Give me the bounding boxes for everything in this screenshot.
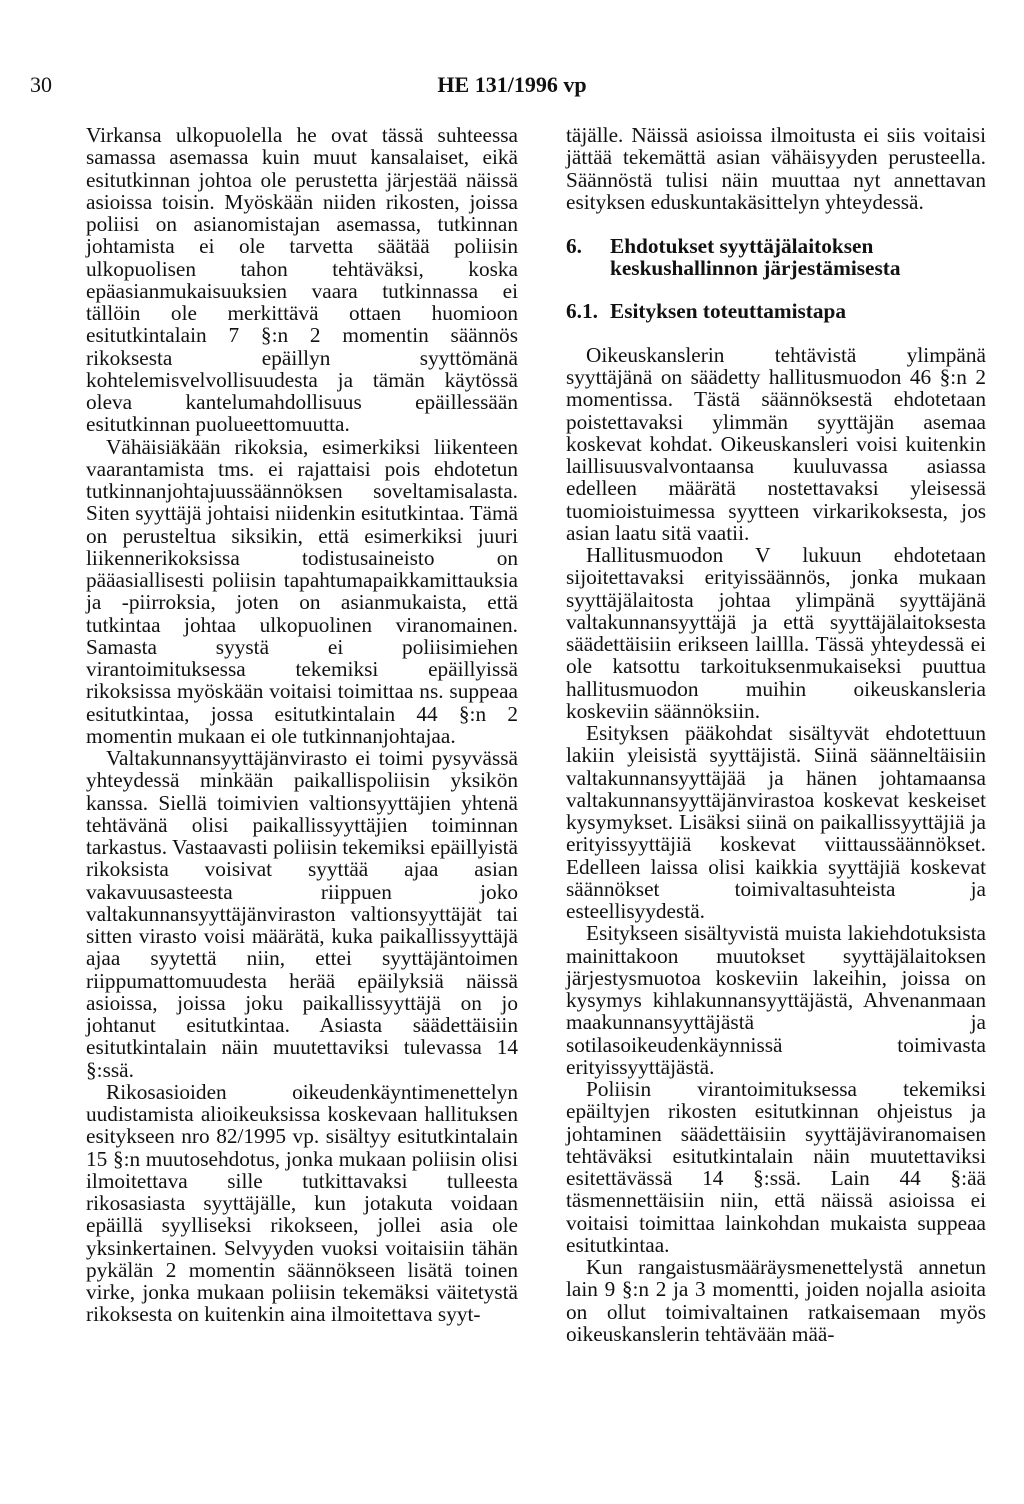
- paragraph: Esityksen pääkohdat sisältyvät ehdotettuun lakiin yleisistä syyttäjistä. Siinä säänneltäisiin valtakunnansyyttäjää ja hänen johtamaansa valtakunnansyyttäjänvirastoa koskevat keskeiset kysymykset. Lisäksi siinä on paikallissyyttäjiä ja erityissyyttäjiä koskevat viittaussäännökset. Edelleen laissa olisi kaikkia syyttäjiä koskevat säännökset toimivaltasuhteista ja esteellisyydestä.: [566, 721, 986, 923]
- paragraph: Rikosasioiden oikeudenkäyntimenettelyn uudistamista alioikeuksissa koskevaan hallituksen esitykseen nro 82/1995 vp. sisältyy esitutkintalain 15 §:n muutosehdotus, jonka mukaan poliisin olisi ilmoitettava sille tutkittavaksi tulleesta rikosasiasta syyttäjälle, kun jotakuta voidaan epäillä syylliseksi rikokseen, jollei asia ole yksinkertainen. Selvyyden vuoksi voitaisiin tähän pykälän 2 momentin säännökseen lisätä toinen virke, jonka mukaan poliisin tekemäksi väitetystä rikoksesta on kuitenkin aina ilmoitettava syyt-: [86, 1079, 518, 1327]
- subsection-heading: [566, 300, 986, 322]
- paragraph: Hallitusmuodon V lukuun ehdotetaan sijoitettavaksi erityissäännös, jonka mukaan syyttäjälaitosta johtaa ylimpänä syyttäjänä valtakunnansyyttäjä ja että syyttäjälaitoksesta säädettäisiin erikseen laillla. Tässä yhteydessä ei ole katsottu tarkoituksenmukaiseksi puuttua hallitusmuodon muihin oikeuskansleria koskeviin säännöksiin.: [566, 543, 986, 723]
- paragraph: Vähäisiäkään rikoksia, esimerkiksi liikenteen vaarantamista tms. ei rajattaisi pois ehdotetun tutkinnanjohtajuussäännöksen soveltamisalasta. Siten syyttäjä johtaisi niidenkin esitutkintaa. Tämä on perusteltua siksikin, että esimerkiksi juuri liikennerikoksissa todistusaineisto on pääasiallisesti poliisin tapahtumapaikkamittauksia ja -piirroksia, joten on asianmukaista, että tutkintaa johtaa ulkopuolinen viranomainen. Samasta syystä ei poliisimiehen virantoimituksessa tekemiksi epäillyissä rikoksissa myöskään voitaisi toimittaa ns. suppeaa esitutkintaa, jossa esitutkintalain 44 §:n 2 momentin mukaan ei ole tutkinnanjohtajaa.: [86, 434, 518, 748]
- paragraph: Valtakunnansyyttäjänvirasto ei toimi pysyvässä yhteydessä minkään paikallispoliisin yksikön kanssa. Siellä toimivien valtionsyyttäjien yhtenä tehtävänä olisi paikallissyyttäjien toiminnan tarkastus. Vastaavasti poliisin tekemiksi epäillyistä rikoksista voisivat syyttää ajaa asian vakavuusasteesta riippuen joko valtakunnansyyttäjänviraston valtionsyyttäjät tai sitten virasto voisi määrätä, kuka paikallissyyttäjä ajaa syytettä niin, ettei syyttäjäntoimen riippumattomuudesta herää epäilyksiä näissä asioissa, joissa joku paikallissyyttäjä on jo johtanut esitutkintaa. Asiasta säädettäisiin esitutkintalain näin muutettaviksi tulevassa 14 §:ssä.: [86, 746, 518, 1082]
- right-column: [566, 124, 986, 1345]
- paragraph: Virkansa ulkopuolella he ovat tässä suhteessa samassa asemassa kuin muut kansalaiset, eikä esitutkinnan johtoa ole perustetta järjestää näissä asioissa toisin. Myöskään niiden rikosten, joissa poliisi on asianomistajan asemassa, tutkinnan johtamista ei ole tarvetta säätää poliisin ulkopuolisen tahon tehtäväksi, koska epäasianmukaisuuksien vaara tutkinnassa ei tällöin ole merkittävä ottaen huomioon esitutkintalain 7 §:n 2 momentin säännös rikoksesta epäillyn syyttömänä kohtelemisvelvollisuudesta ja tämän käytössä oleva kantelumahdollisuus epäillessään esitutkinnan puolueettomuutta.: [86, 123, 518, 437]
- running-title: HE 131/1996 vp: [437, 72, 587, 97]
- left-column: [86, 124, 518, 1326]
- paragraph: Kun rangaistusmääräysmenettelystä annetun lain 9 §:n 2 ja 3 momentti, joiden nojalla asioita on ollut toimivaltainen ratkaisemaan myös oikeuskanslerin tehtävään mää-: [566, 1255, 986, 1346]
- paragraph: Oikeuskanslerin tehtävistä ylimpänä syyttäjänä on säädetty hallitusmuodon 46 §:n 2 momentissa. Tästä säännöksestä ehdotetaan poistettavaksi ylimmän syyttäjän asemaa koskevat kohdat. Oikeuskansleri voisi kuitenkin laillisuusvalvontaansa kuuluvassa asiassa edelleen määrätä nostettavaksi yleisessä tuomioistuimessa syytteen virkarikoksesta, jos asian laatu sitä vaatii.: [566, 342, 986, 545]
- paragraph: Poliisin virantoimituksessa tekemiksi epäiltyjen rikosten esitutkinnan ohjeistus ja johtaminen säädettäisiin syyttäjäviranomaisen tehtäväksi esitutkintalain näin muutettaviksi esitettävässä 14 §:ssä. Lain 44 §:ää täsmennettäisiin niin, että näissä asioissa ei voitaisi toimittaa lainkohdan mukaista suppeaa esitutkintaa.: [566, 1077, 986, 1257]
- paragraph: täjälle. Näissä asioissa ilmoitusta ei siis voitaisi jättää tekemättä asian vähäisyyden perusteella. Säännöstä tulisi näin muuttaa nyt annettavan esityksen eduskuntakäsittelyn yhteydessä.: [566, 123, 986, 214]
- section-heading: [566, 235, 986, 280]
- subsection-title: Esityksen toteuttamistapa: [610, 298, 847, 323]
- page-number: 30: [30, 72, 52, 97]
- section-number: 6.: [566, 234, 582, 258]
- subsection-number: 6.1.: [566, 298, 598, 323]
- paragraph: Esitykseen sisältyvistä muista lakiehdotuksista mainittakoon muutokset syyttäjälaitoksen järjestysmuotoa koskeviin lakeihin, joissa on kysymys kihlakunnansyyttäjästä, Ahvenanmaan maakunnansyyttäjästä ja sotilasoikeudenkäynnissä toimivasta erityissyyttäjästä.: [566, 921, 986, 1079]
- section-title: Ehdotukset syyttäjälaitoksen keskushallinnon järjestämisesta: [610, 234, 901, 281]
